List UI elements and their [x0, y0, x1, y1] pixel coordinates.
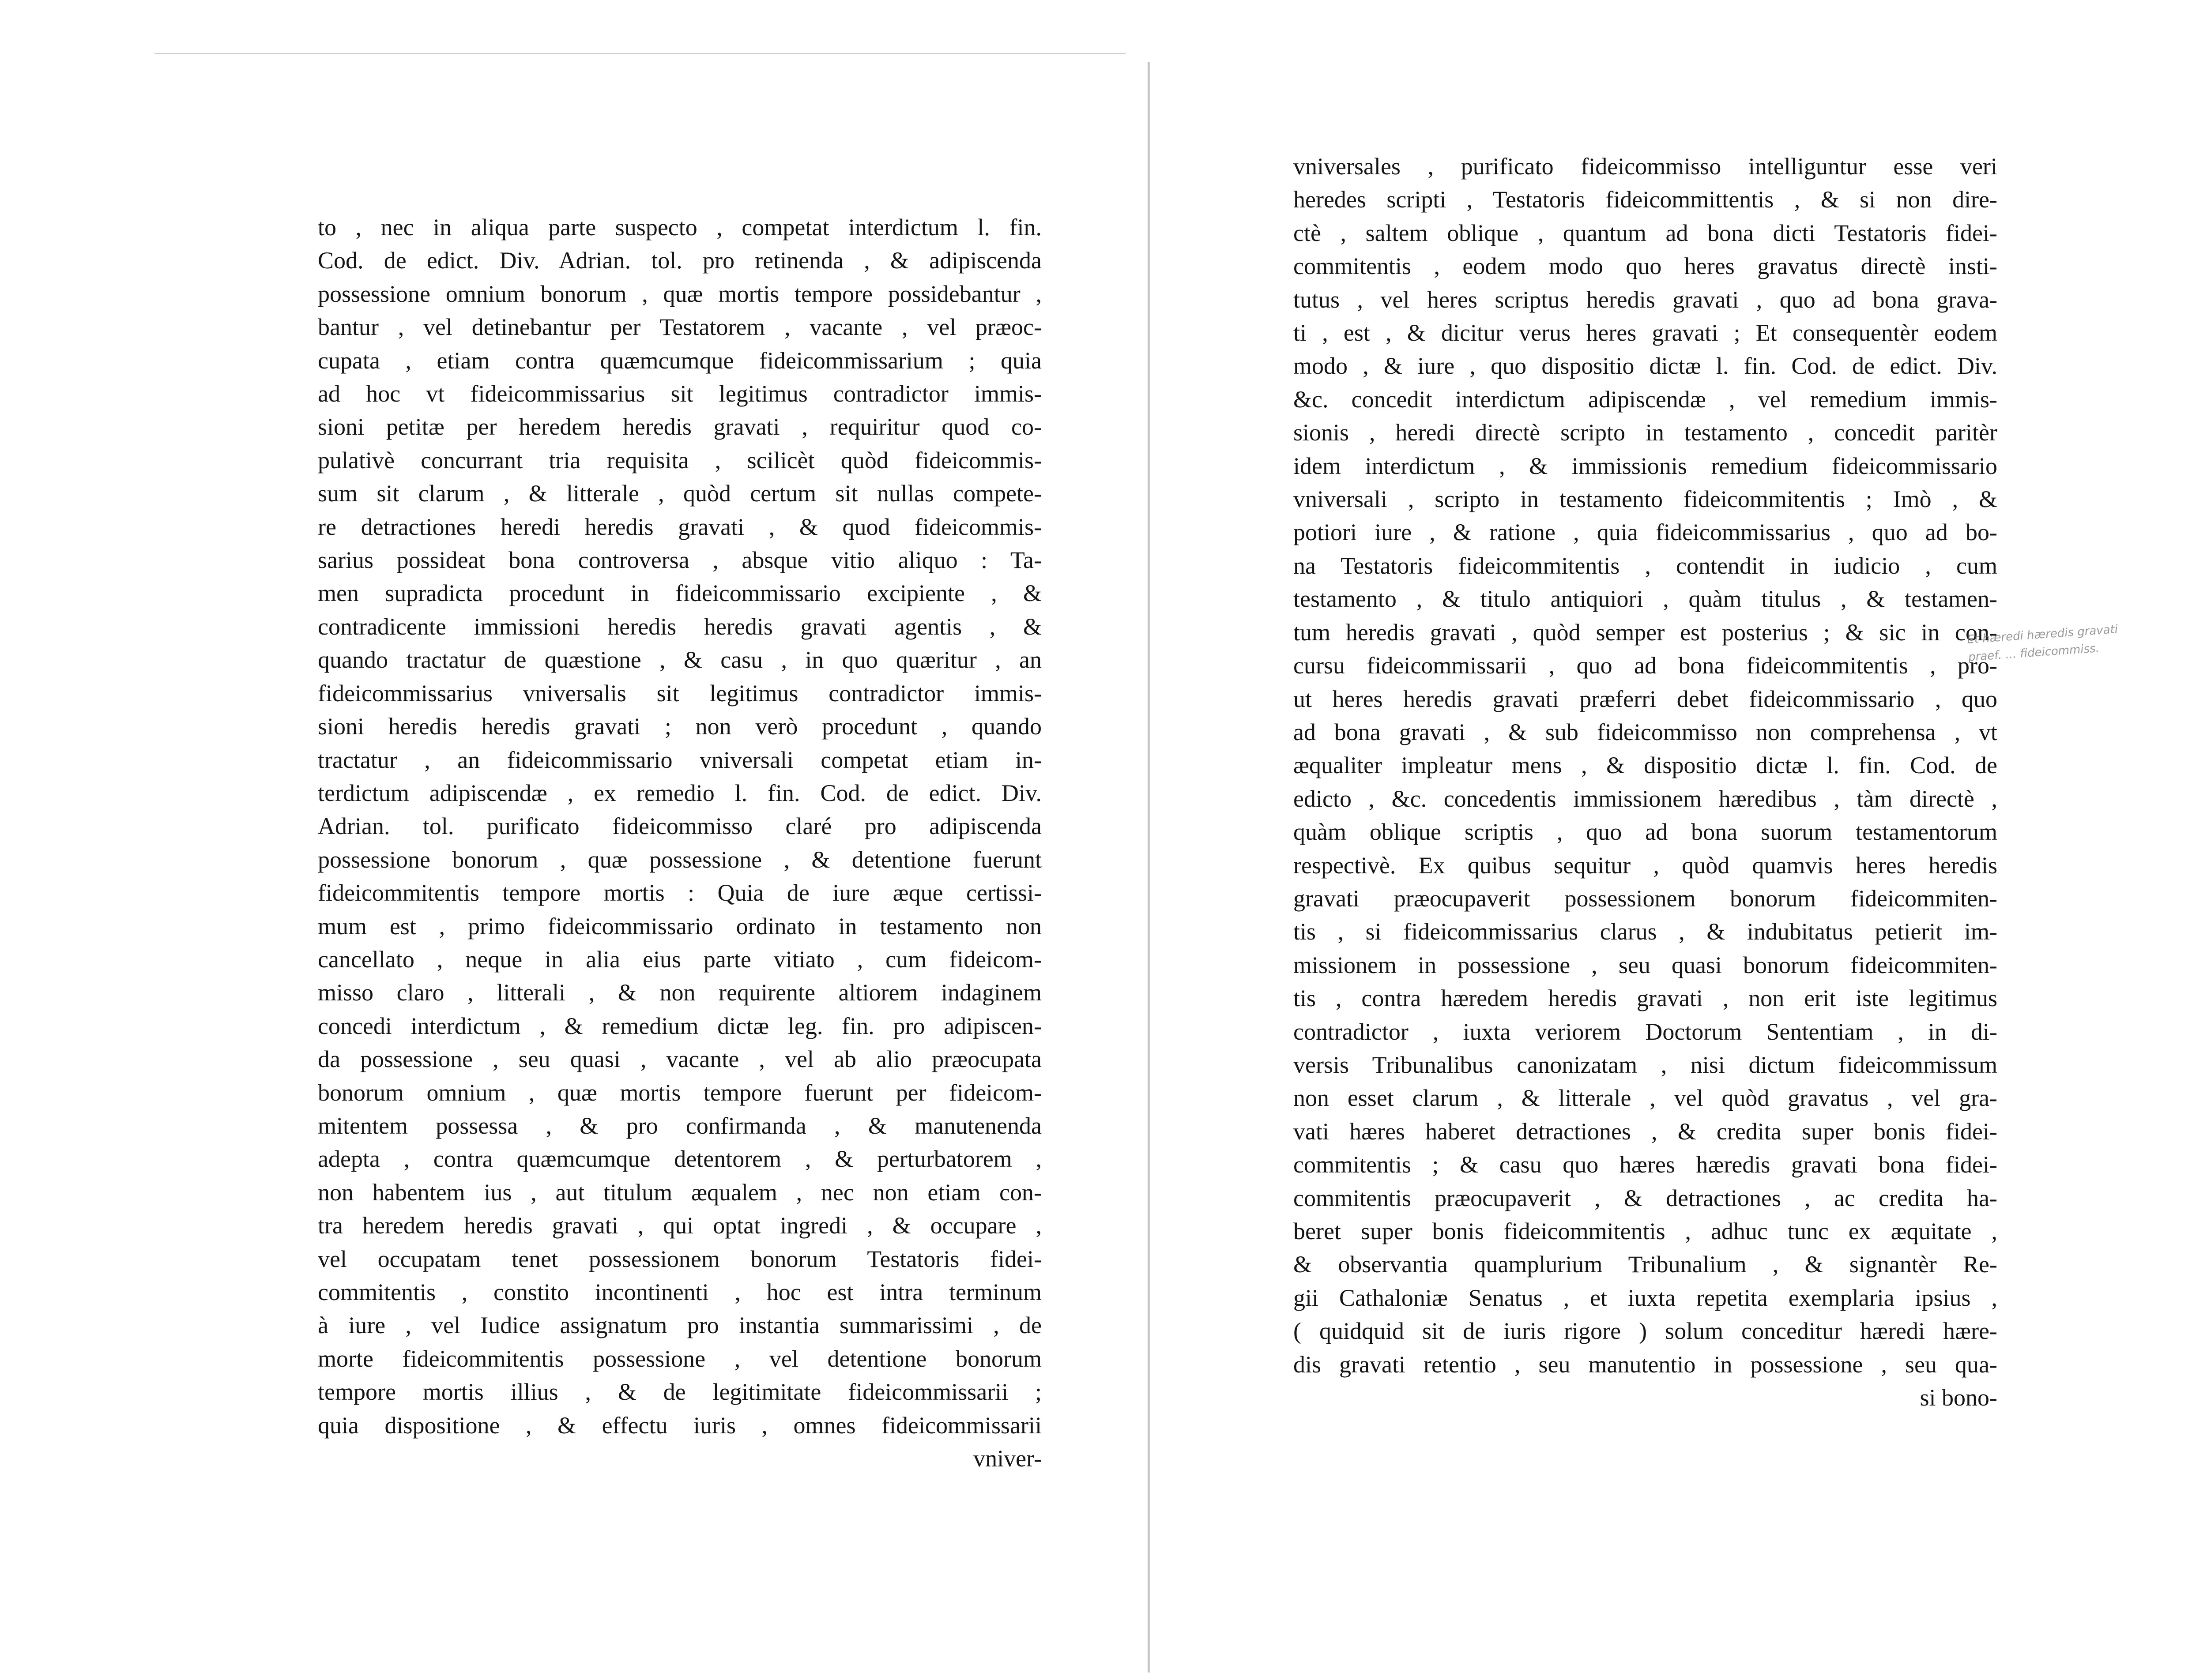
- left-page-text-line: possessione bonorum , quæ possessione , & detentione fuerunt: [318, 846, 1042, 873]
- right-page-text-line: æqualiter impleatur mens , & dispositio dictæ l. fin. Cod. de: [1293, 752, 1997, 779]
- left-page-text-line: Cod. de edict. Div. Adrian. tol. pro retinenda , & adipiscenda: [318, 247, 1042, 274]
- left-page-text-line: to , nec in aliqua parte suspecto , competat interdictum l. fin.: [318, 214, 1042, 241]
- right-page-text-line: ut heres heredis gravati præferri debet fideicommissario , quo: [1293, 685, 1997, 712]
- right-page-text-catchword: si bono-: [1920, 1384, 1997, 1411]
- left-page-text-line: tractatur , an fideicommissario vniversali competat etiam in-: [318, 746, 1042, 773]
- left-page-text-line: quando tractatur de quæstione , & casu , in quo quæritur , an: [318, 646, 1042, 673]
- right-page-text-line: sionis , heredi directè scripto in testamento , concedit paritèr: [1293, 419, 1997, 446]
- right-page-text-line: beret super bonis fideicommitentis , adhuc tunc ex æquitate ,: [1293, 1218, 1997, 1244]
- left-page-text-line: Adrian. tol. purificato fideicommisso claré pro adipiscenda: [318, 813, 1042, 840]
- right-page-text-line: vniversales , purificato fideicommisso intelliguntur esse veri: [1293, 153, 1997, 180]
- right-page-text-line: ti , est , & dicitur verus heres gravati ; Et consequentèr eodem: [1293, 319, 1997, 346]
- right-page-text-line: dis gravati retentio , seu manutentio in possessione , seu qua-: [1293, 1351, 1997, 1378]
- right-page-text-line: quàm oblique scriptis , quo ad bona suorum testamentorum: [1293, 819, 1997, 846]
- right-page-text-line: commitentis , eodem modo quo heres gravatus directè insti-: [1293, 253, 1997, 280]
- right-page-text-line: gii Cathaloniæ Senatus , et iuxta repetita exemplaria ipsius ,: [1293, 1284, 1997, 1311]
- left-page-text-line: terdictum adipiscendæ , ex remedio l. fin. Cod. de edict. Div.: [318, 779, 1042, 806]
- right-page-text-line: idem interdictum , & immissionis remedium fideicommissario: [1293, 452, 1997, 479]
- right-page-text-line: ad bona gravati , & sub fideicommisso non comprehensa , vt: [1293, 718, 1997, 745]
- left-page-text-line: bantur , vel detinebantur per Testatorem , vacante , vel præoc-: [318, 314, 1042, 341]
- right-page-text-line: contradictor , iuxta veriorem Doctorum Sententiam , in di-: [1293, 1018, 1997, 1045]
- right-page-text-line: commitentis præocupaverit , & detractiones , ac credita ha-: [1293, 1184, 1997, 1211]
- right-page-text-line: ( quidquid sit de iuris rigore ) solum conceditur hæredi hære-: [1293, 1318, 1997, 1345]
- left-page-text-line: re detractiones heredi heredis gravati , & quod fideicommis-: [318, 513, 1042, 540]
- right-page-text-line: ctè , saltem oblique , quantum ad bona dicti Testatoris fidei-: [1293, 219, 1997, 246]
- left-page-text-line: da possessione , seu quasi , vacante , vel ab alio præocupata: [318, 1046, 1042, 1073]
- left-page-text-line: fideicommitentis tempore mortis : Quia de iure æque certissi-: [318, 879, 1042, 906]
- right-page-text-line: tum heredis gravati , quòd semper est posterius ; & sic in con-: [1293, 619, 1997, 646]
- right-page-text-line: potiori iure , & ratione , quia fideicommissarius , quo ad bo-: [1293, 519, 1997, 546]
- left-page-text-line: mum est , primo fideicommissario ordinato in testamento non: [318, 913, 1042, 940]
- right-page-text-line: cursu fideicommissarii , quo ad bona fideicommitentis , pro-: [1293, 652, 1997, 679]
- right-page-text-line: heredes scripti , Testatoris fideicommittentis , & si non dire-: [1293, 186, 1997, 213]
- right-page-text-line: tutus , vel heres scriptus heredis gravati , quo ad bona grava-: [1293, 286, 1997, 313]
- left-page-text-line: sum sit clarum , & litterale , quòd certum sit nullas compete-: [318, 480, 1042, 507]
- left-page-text-line: cancellato , neque in alia eius parte vitiato , cum fideicom-: [318, 946, 1042, 973]
- left-page-text-line: sarius possideat bona controversa , absque vitio aliquo : Ta-: [318, 547, 1042, 574]
- left-page-text-line: possessione omnium bonorum , quæ mortis tempore possidebantur ,: [318, 280, 1042, 307]
- left-page-text-line: morte fideicommitentis possessione , vel detentione bonorum: [318, 1345, 1042, 1372]
- left-page-text-line: quia dispositione , & effectu iuris , omnes fideicommissarii: [318, 1412, 1042, 1439]
- left-page-text-line: fideicommissarius vniversalis sit legitimus contradictor immis-: [318, 680, 1042, 707]
- left-page-text-line: mitentem possessa , & pro confirmanda , & manutenenda: [318, 1112, 1042, 1139]
- left-page-text-line: commitentis , constito incontinenti , hoc est intra terminum: [318, 1279, 1042, 1305]
- left-page-text-line: non habentem ius , aut titulum æqualem , nec non etiam con-: [318, 1179, 1042, 1206]
- left-page-text-line: adepta , contra quæmcumque detentorem , & perturbatorem ,: [318, 1146, 1042, 1173]
- left-page-text-line: sioni petitæ per heredem heredis gravati , requiritur quod co-: [318, 413, 1042, 440]
- left-page-text-line: cupata , etiam contra quæmcumque fideicommissarium ; quia: [318, 347, 1042, 374]
- right-page-text-line: tis , contra hæredem heredis gravati , non erit iste legitimus: [1293, 985, 1997, 1012]
- right-page-text-line: gravati præocupaverit possessionem bonorum fideicommiten-: [1293, 885, 1997, 912]
- right-page-text: [1293, 150, 1997, 1414]
- right-page-text-line: non esset clarum , & litterale , vel quòd gravatus , vel gra-: [1293, 1085, 1997, 1112]
- left-page-text-line: vel occupatam tenet possessionem bonorum Testatoris fidei-: [318, 1245, 1042, 1272]
- left-page-text-line: misso claro , litterali , & non requirente altiorem indaginem: [318, 979, 1042, 1006]
- right-page-text-line: & observantia quamplurium Tribunalium , & signantèr Re-: [1293, 1251, 1997, 1278]
- left-page-text-line: contradicente immissioni heredis heredis gravati agentis , &: [318, 613, 1042, 640]
- right-page-text-line: respectivè. Ex quibus sequitur , quòd quamvis heres heredis: [1293, 852, 1997, 879]
- left-page-text-line: tempore mortis illius , & de legitimitate fideicommissarii ;: [318, 1379, 1042, 1406]
- marginal-note-line: praef. ... fideicommiss.: [1968, 642, 2100, 664]
- right-page-text-line: versis Tribunalibus canonizatam , nisi dictum fideicommissum: [1293, 1051, 1997, 1078]
- right-page-text-line: &c. concedit interdictum adipiscendæ , vel remedium immis-: [1293, 386, 1997, 413]
- left-page-text-line: concedi interdictum , & remedium dictæ leg. fin. pro adipiscen-: [318, 1012, 1042, 1039]
- left-page-text: [318, 211, 1042, 1475]
- right-page-text-line: edicto , &c. concedentis immissionem hæredibus , tàm directè ,: [1293, 785, 1997, 812]
- right-page-text-line: modo , & iure , quo dispositio dictæ l. fin. Cod. de edict. Div.: [1293, 353, 1997, 380]
- right-page-text-line: vati hæres haberet detractiones , & credita super bonis fidei-: [1293, 1118, 1997, 1145]
- right-page-text-line: vniversali , scripto in testamento fideicommitentis ; Imò , &: [1293, 486, 1997, 513]
- left-page-text-line: pulativè concurrant tria requisita , scilicèt quòd fideicommis-: [318, 447, 1042, 474]
- left-page-text-line: à iure , vel Iudice assignatum pro instantia summarissimi , de: [318, 1312, 1042, 1339]
- left-page-text-line: sioni heredis heredis gravati ; non verò procedunt , quando: [318, 713, 1042, 740]
- right-page-text-line: testamento , & titulo antiquiori , quàm titulus , & testamen-: [1293, 586, 1997, 613]
- left-page-text-line: bonorum omnium , quæ mortis tempore fuerunt per fideicom-: [318, 1079, 1042, 1106]
- right-page-text-line: commitentis ; & casu quo hæres hæredis gravati bona fidei-: [1293, 1151, 1997, 1178]
- marginal-note-line: Et hæredi hæredis gravati: [1966, 623, 2118, 646]
- left-page-text-catchword: vniver-: [973, 1445, 1042, 1472]
- left-page-text-line: ad hoc vt fideicommissarius sit legitimus contradictor immis-: [318, 380, 1042, 407]
- right-page-text-line: missionem in possessione , seu quasi bonorum fideicommiten-: [1293, 951, 1997, 978]
- right-page-text-line: tis , si fideicommissarius clarus , & indubitatus petierit im-: [1293, 918, 1997, 945]
- right-page-text-line: na Testatoris fideicommitentis , contendit in iudicio , cum: [1293, 552, 1997, 579]
- left-page-text-line: tra heredem heredis gravati , qui optat ingredi , & occupare ,: [318, 1212, 1042, 1239]
- left-page-text-line: men supradicta procedunt in fideicommissario excipiente , &: [318, 580, 1042, 607]
